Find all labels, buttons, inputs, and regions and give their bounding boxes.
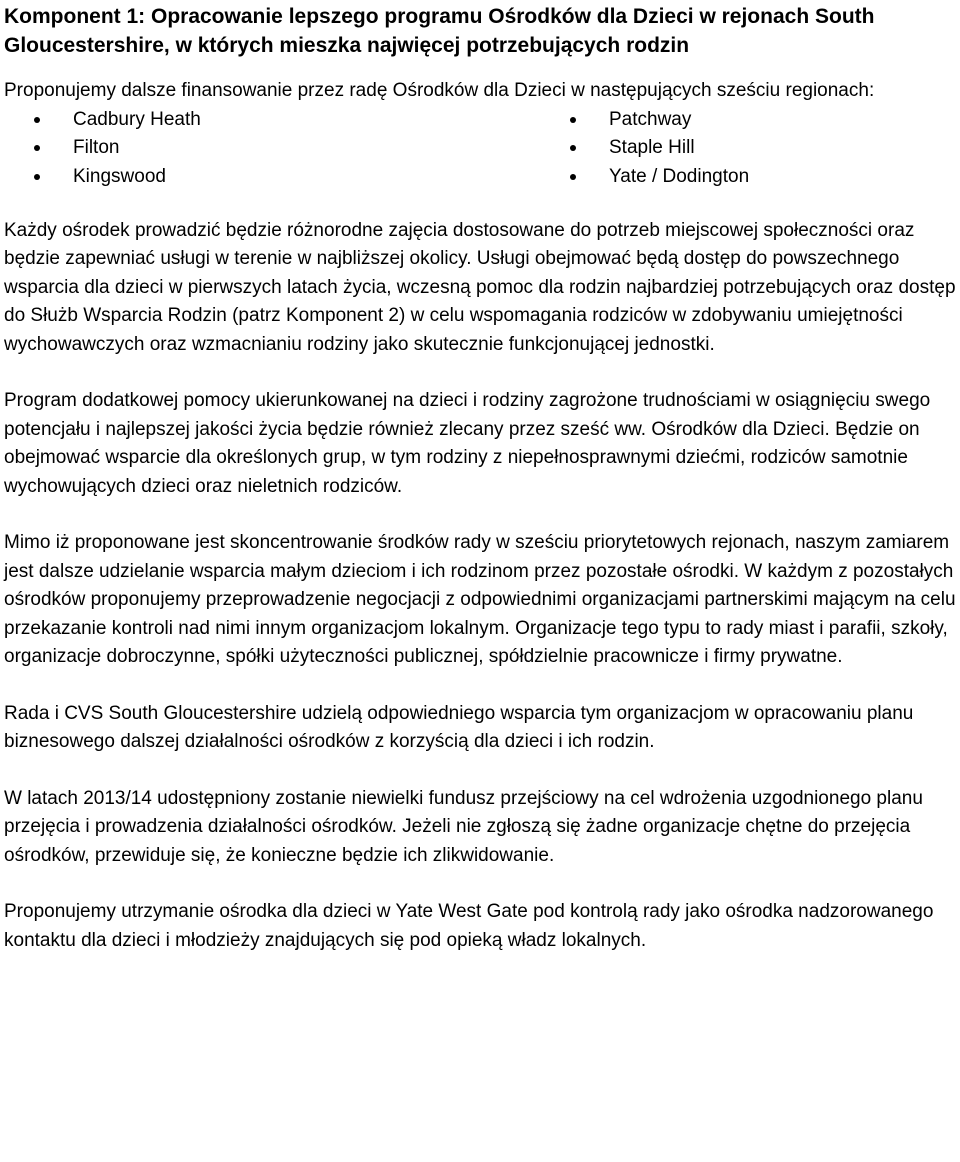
body-paragraph: Program dodatkowej pomocy ukierunkowanej na dzieci i rodziny zagrożone trudnościami w osiągnięciu swego potencjału i najlepszej jakości życia będzie również zlecany przez sześć ww. Ośrodków dla Dzieci. Będzie on obejmować wsparcie dla określonych grup, w tym rodziny z niepełnosprawnymi dziećmi, rodziców samotnie wychowujących dzieci oraz nieletnich rodziców. [4,390,931,497]
list-item [570,106,749,135]
region-name: Patchway [609,108,692,130]
bullet-icon [34,117,40,123]
region-name: Cadbury Heath [73,108,201,130]
body-paragraph: Mimo iż proponowane jest skoncentrowanie środków rady w sześciu priorytetowych rejonach, naszym zamiarem jest dalsze udzielanie wsparcia małym dzieciom i ich rodzinom przez pozostałe ośrodki. W każdym z pozostałych ośrodków proponujemy przeprowadzenie negocjacji z odpowiednimi organizacjami partnerskimi mającym na celu przekazanie kontroli nad nimi innym organizacjom lokalnym. Organizacje tego typu to rady miast i parafii, szkoły, organizacje dobroczynne, spółki użyteczności publicznej, spółdzielnie pracownicze i firmy prywatne. [4,532,956,667]
intro-paragraph: Proponujemy dalsze finansowanie przez radę Ośrodków dla Dzieci w następujących sześciu regionach: [4,80,875,101]
bullet-icon [34,145,40,151]
region-list-left [34,106,201,192]
bullet-icon [570,117,576,123]
body-paragraph: Proponujemy utrzymanie ośrodka dla dzieci w Yate West Gate pod kontrolą rady jako ośrodka nadzorowanego kontaktu dla dzieci i młodzieży znajdujących się pod opieką władz lokalnych. [4,901,934,951]
bullet-icon [34,174,40,180]
region-name: Staple Hill [609,137,695,158]
region-name: Filton [73,137,120,158]
document-page [4,0,956,955]
list-item [34,134,201,163]
region-name: Yate / Dodington [609,165,750,187]
section-heading: Komponent 1: Opracowanie lepszego programu Ośrodków dla Dzieci w rejonach South Gloucestershire, w których mieszka najwięcej potrzebujących rodzin [4,5,875,57]
list-item [34,106,201,135]
body-paragraph: Każdy ośrodek prowadzić będzie różnorodne zajęcia dostosowane do potrzeb miejscowej społeczności oraz będzie zapewniać usługi w terenie w najbliższej okolicy. Usługi obejmować będą dostęp do powszechnego wsparcia dla dzieci w pierwszych latach życia, wczesną pomoc dla rodzin najbardziej potrzebujących oraz dostęp do Służb Wsparcia Rodzin (patrz Komponent 2) w celu wspomagania rodziców w zdobywaniu umiejętności wychowawczych oraz wzmacnianiu rodziny jako skutecznie funkcjonującej jednostki. [4,219,956,355]
list-item [34,163,201,192]
body-paragraph: W latach 2013/14 udostępniony zostanie niewielki fundusz przejściowy na cel wdrożenia uzgodnionego planu przejęcia i prowadzenia działalności ośrodków. Jeżeli nie zgłoszą się żadne organizacje chętne do przejęcia ośrodków, przewiduje się, że konieczne będzie ich zlikwidowanie. [4,787,923,866]
list-item [570,134,749,163]
region-list [4,106,956,192]
region-name: Kingswood [73,165,166,187]
bullet-icon [570,174,576,180]
region-list-right [570,106,749,192]
bullet-icon [570,145,576,151]
body-paragraph: Rada i CVS South Gloucestershire udzielą odpowiedniego wsparcia tym organizacjom w opracowaniu planu biznesowego dalszej działalności ośrodków z korzyścią dla dzieci i ich rodzin. [4,702,914,752]
list-item [570,163,749,192]
